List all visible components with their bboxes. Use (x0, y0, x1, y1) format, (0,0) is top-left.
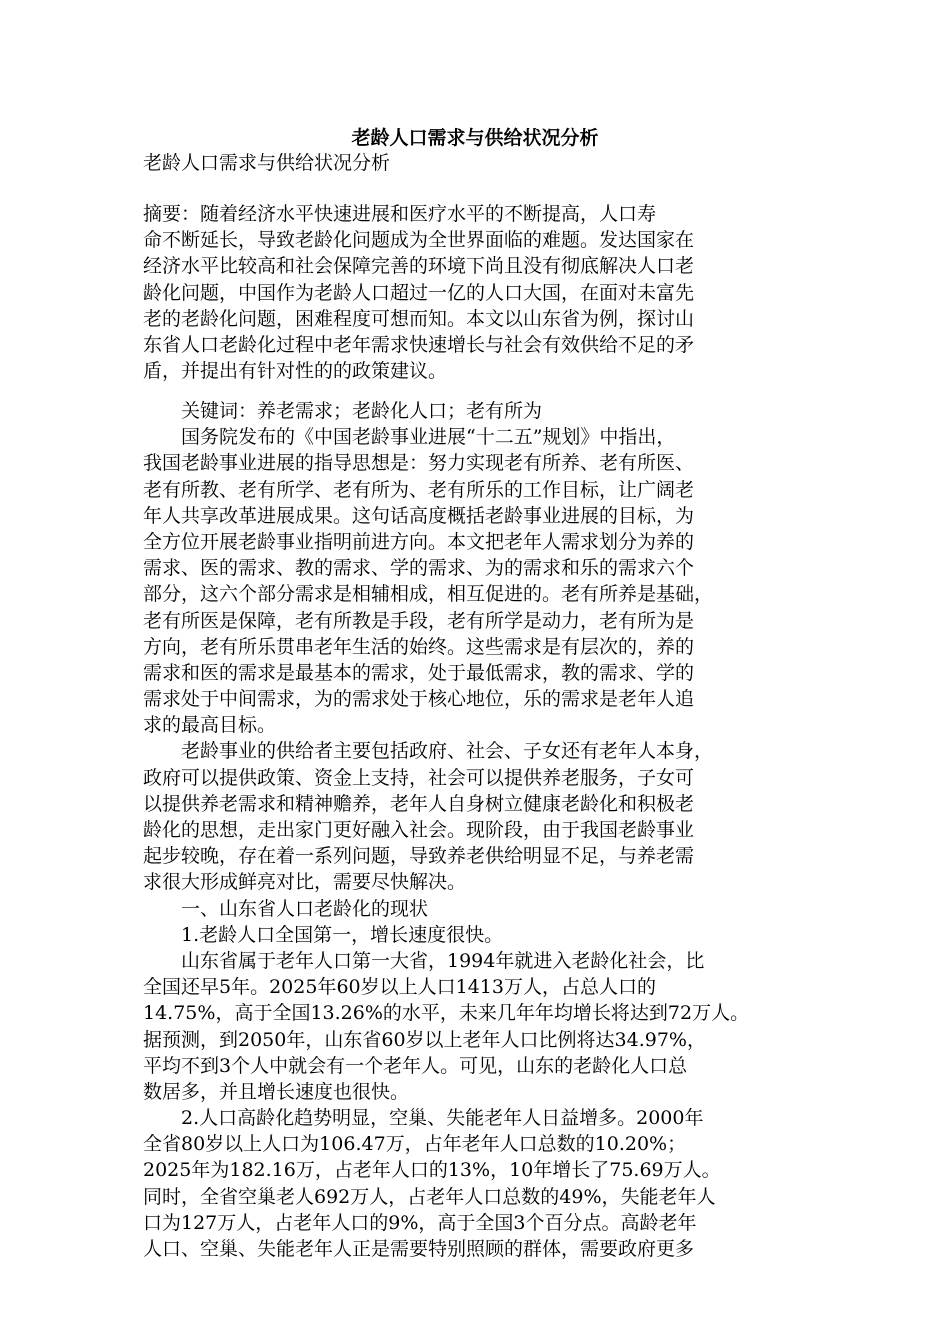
text-line: 龄化的思想，走出家门更好融入社会。现阶段，由于我国老龄事业 (143, 819, 695, 841)
text-line: 东省人口老龄化过程中老年需求快速增长与社会有效供给不足的矛 (143, 333, 695, 356)
text-line: 2.人口高龄化趋势明显，空巢、失能老年人日益增多。2000年 (143, 1107, 704, 1130)
document-title: 老龄人口需求与供给状况分析 (351, 127, 599, 149)
document-subtitle: 老龄人口需求与供给状况分析 (143, 152, 391, 174)
text-line: 方向，老有所乐贯串老年生活的始终。这些需求是有层次的，养的 (143, 635, 695, 658)
text-line: 1.老龄人口全国第一，增长速度很快。 (143, 923, 504, 946)
text-line: 平均不到3个人中就会有一个老年人。可见，山东的老龄化人口总 (143, 1054, 688, 1077)
text-line: 经济水平比较高和社会保障完善的环境下尚且没有彻底解决人口老 (143, 255, 695, 278)
text-line: 国务院发布的《中国老龄事业进展“十二五”规划》中指出， (143, 426, 676, 449)
text-line: 需求、医的需求、教的需求、学的需求、为的需求和乐的需求六个 (143, 557, 695, 580)
text-line: 龄化问题，中国作为老龄人口超过一亿的人口大国，在面对未富先 (143, 281, 695, 304)
text-line: 起步较晚，存在着一系列问题，导致养老供给明显不足，与养老需 (143, 845, 695, 868)
text-line: 我国老龄事业进展的指导思想是：努力实现老有所养、老有所医、 (143, 452, 695, 475)
text-line: 口为127万人，占老年人口的9%，高于全国3个百分点。高龄老年 (143, 1211, 697, 1234)
text-line: 同时，全省空巢老人692万人，占老年人口总数的49%，失能老年人 (143, 1185, 716, 1208)
text-line: 摘要：随着经济水平快速进展和医疗水平的不断提高，人口寿 (143, 203, 657, 225)
body-text (143, 398, 823, 1262)
text-line: 老的老龄化问题，困难程度可想而知。本文以山东省为例，探讨山 (143, 307, 695, 330)
text-line: 以提供养老需求和精神赡养，老年人自身树立健康老龄化和积极老 (143, 792, 695, 815)
text-line: 全方位开展老龄事业指明前进方向。本文把老年人需求划分为养的 (143, 530, 695, 553)
text-line: 一、山东省人口老龄化的现状 (143, 897, 429, 920)
text-line: 政府可以提供政策、资金上支持，社会可以提供养老服务，子女可 (143, 766, 695, 789)
text-line: 需求处于中间需求，为的需求处于核心地位，乐的需求是老年人追 (143, 688, 695, 711)
abstract-paragraph (143, 201, 823, 384)
text-line: 年人共享改革进展成果。这句话高度概括老龄事业进展的目标，为 (143, 504, 695, 527)
text-line: 需求和医的需求是最基本的需求，处于最低需求，教的需求、学的 (143, 661, 695, 684)
text-line: 老有所医是保障，老有所教是手段，老有所学是动力，老有所为是 (143, 609, 695, 632)
text-line: 全省80岁以上人口为106.47万，占年老年人口总数的10.20%； (143, 1133, 687, 1156)
text-line: 14.75%，高于全国13.26%的水平，未来几年年均增长将达到72万人。 (143, 1002, 750, 1025)
text-line: 命不断延长，导致老龄化问题成为全世界面临的难题。发达国家在 (143, 229, 695, 252)
text-line: 据预测，到2050年，山东省60岁以上老年人口比例将达34.97%， (143, 1028, 706, 1051)
text-line: 全国还早5年。2025年60岁以上人口1413万人，占总人口的 (143, 976, 656, 999)
text-line: 老有所教、老有所学、老有所为、老有所乐的工作目标，让广阔老 (143, 478, 695, 501)
text-line: 山东省属于老年人口第一大省，1994年就进入老龄化社会，比 (143, 949, 705, 972)
text-line: 部分，这六个部分需求是相辅相成，相互促进的。老有所养是基础， (143, 583, 714, 606)
text-line: 求很大形成鲜亮对比，需要尽快解决。 (143, 871, 467, 894)
text-line: 关键词：养老需求；老龄化人口；老有所为 (143, 400, 543, 422)
text-line: 2025年为182.16万，占老年人口的13%，10年增长了75.69万人。 (143, 1159, 721, 1182)
text-line: 老龄事业的供给者主要包括政府、社会、子女还有老年人本身， (143, 740, 714, 763)
text-line: 数居多，并且增长速度也很快。 (143, 1080, 410, 1103)
text-line: 求的最高目标。 (143, 714, 277, 737)
text-line: 盾，并提出有针对性的的政策建议。 (143, 360, 448, 383)
text-line: 人口、空巢、失能老年人正是需要特别照顾的群体，需要政府更多 (143, 1238, 695, 1260)
